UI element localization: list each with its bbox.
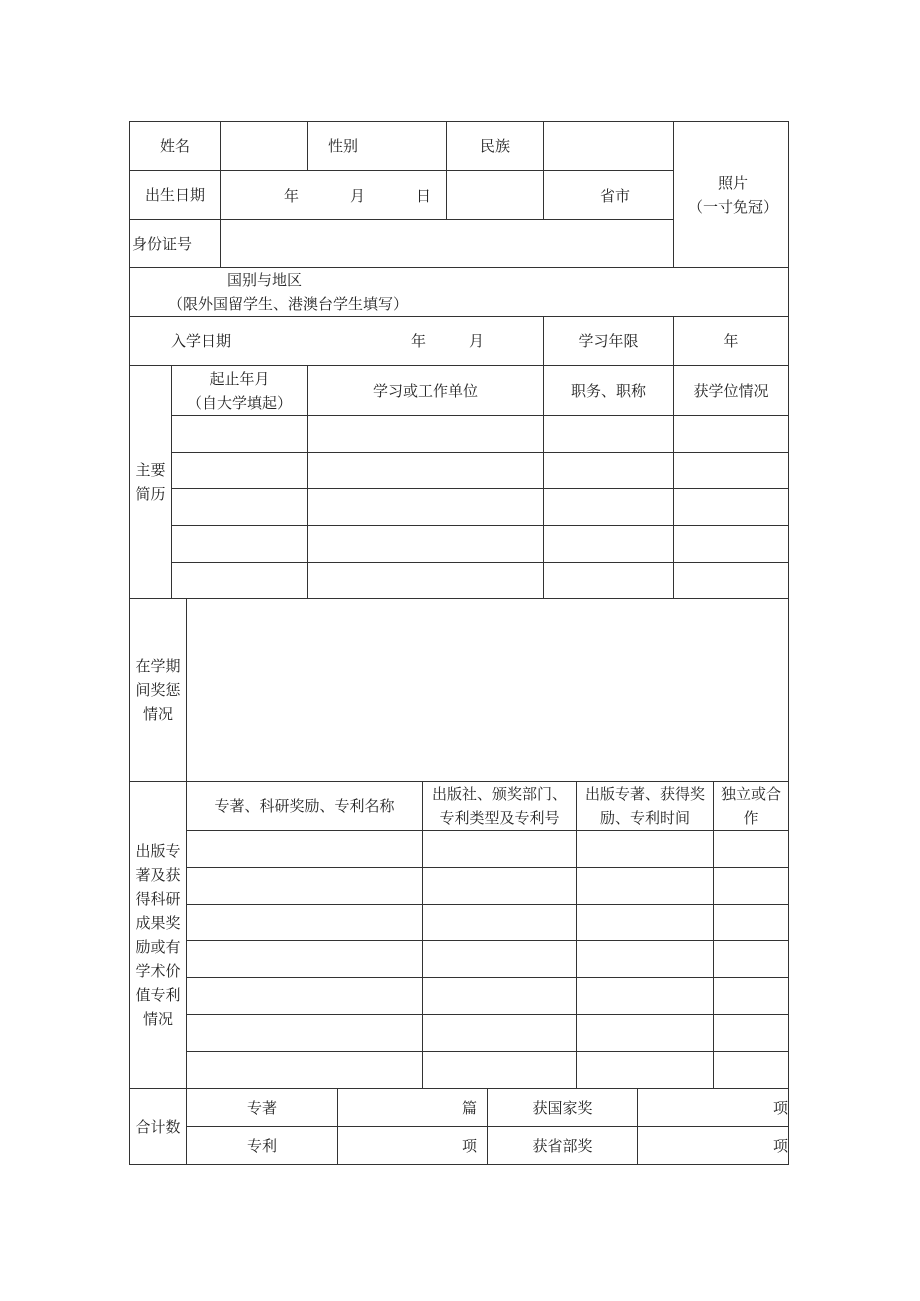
awards-label-line-3: 情况 — [142, 705, 173, 723]
pub-row-2-publisher[interactable] — [422, 867, 577, 905]
study-years-label: 学习年限 — [578, 332, 639, 350]
awards-label-line-2: 间奖惩 — [135, 681, 181, 699]
gender-cell[interactable] — [307, 121, 447, 171]
resume-col-title — [543, 365, 674, 416]
photo-label: 照片 — [718, 174, 749, 192]
totals-national-unit: 项 — [773, 1099, 789, 1117]
birth-date-cell[interactable] — [220, 170, 447, 220]
pub-col-time-line-2: 励、专利时间 — [599, 809, 690, 827]
pub-col-publisher-line-1: 出版社、颁奖部门、 — [431, 785, 567, 803]
name-input-cell[interactable] — [220, 121, 308, 171]
resume-row-4-title[interactable] — [543, 525, 674, 563]
pub-row-6-publisher[interactable] — [422, 1014, 577, 1052]
resume-row-1-unit[interactable] — [307, 415, 544, 453]
resume-row-5-period[interactable] — [171, 562, 308, 599]
resume-col-title-label: 职务、职称 — [570, 381, 646, 400]
country-cell[interactable] — [129, 267, 789, 317]
pub-row-4-mode[interactable] — [713, 940, 789, 978]
pub-row-4-name[interactable] — [186, 940, 423, 978]
publications-label-line-6: 学术价 — [135, 962, 181, 980]
resume-row-1-title[interactable] — [543, 415, 674, 453]
pub-col-mode-line-2: 作 — [743, 809, 759, 827]
study-years-unit: 年 — [723, 332, 739, 350]
resume-label-line-2: 简历 — [135, 485, 166, 503]
birth-day-unit: 日 — [416, 187, 432, 205]
resume-col-period — [171, 365, 308, 416]
resume-row-2-unit[interactable] — [307, 452, 544, 489]
pub-row-3-time[interactable] — [576, 904, 714, 941]
birth-month-unit: 月 — [350, 187, 366, 205]
pub-row-1-publisher[interactable] — [422, 830, 577, 868]
publications-label-line-2: 著及获 — [135, 866, 181, 884]
photo-cell[interactable] — [673, 121, 789, 268]
totals-patent-unit: 项 — [462, 1137, 478, 1155]
birthplace-province-cell[interactable] — [543, 170, 674, 220]
totals-label: 合计数 — [135, 1117, 181, 1136]
publications-label-line-4: 成果奖 — [135, 914, 181, 932]
id-input-cell[interactable] — [220, 219, 674, 268]
pub-row-7-mode[interactable] — [713, 1051, 789, 1089]
pub-col-time-line-1: 出版专著、获得奖 — [584, 785, 705, 803]
totals-national-label-cell — [487, 1088, 638, 1127]
totals-provincial-input-cell[interactable] — [637, 1126, 789, 1165]
pub-row-3-name[interactable] — [186, 904, 423, 941]
gender-label: 性别 — [328, 137, 359, 155]
country-note: （限外国留学生、港澳台学生填写） — [168, 295, 409, 313]
enroll-month-unit: 月 — [469, 332, 485, 350]
resume-col-unit — [307, 365, 544, 416]
resume-row-2-period[interactable] — [171, 452, 308, 489]
resume-row-5-unit[interactable] — [307, 562, 544, 599]
ethnicity-input-cell[interactable] — [543, 121, 674, 171]
birth-label-cell — [129, 170, 221, 220]
pub-row-7-publisher[interactable] — [422, 1051, 577, 1089]
resume-row-3-period[interactable] — [171, 488, 308, 526]
resume-section-label-cell — [129, 365, 172, 599]
totals-patent-input-cell[interactable] — [337, 1126, 488, 1165]
id-label: 身份证号 — [132, 235, 193, 253]
resume-col-period-line-2: （自大学填起） — [186, 393, 292, 412]
pub-row-4-time[interactable] — [576, 940, 714, 978]
resume-col-degree — [673, 365, 789, 416]
name-label-cell — [129, 121, 221, 171]
totals-patent-label: 专利 — [246, 1136, 277, 1155]
pub-col-mode — [713, 781, 789, 831]
resume-row-4-unit[interactable] — [307, 525, 544, 563]
photo-note: （一寸免冠） — [688, 198, 779, 216]
pub-col-name-label: 专著、科研奖励、专利名称 — [214, 797, 395, 815]
enroll-year-unit: 年 — [411, 332, 427, 350]
resume-row-3-unit[interactable] — [307, 488, 544, 526]
totals-provincial-label-cell — [487, 1126, 638, 1165]
resume-col-degree-label: 获学位情况 — [693, 381, 769, 400]
totals-patent-label-cell — [186, 1126, 338, 1165]
pub-col-publisher-line-2: 专利类型及专利号 — [439, 809, 560, 827]
pub-row-6-name[interactable] — [186, 1014, 423, 1052]
pub-row-7-name[interactable] — [186, 1051, 423, 1089]
resume-row-2-degree[interactable] — [673, 452, 789, 489]
resume-row-5-title[interactable] — [543, 562, 674, 599]
totals-monograph-label: 专著 — [246, 1098, 277, 1117]
publications-label-line-1: 出版专 — [135, 842, 181, 860]
resume-row-2-title[interactable] — [543, 452, 674, 489]
totals-national-label: 获国家奖 — [532, 1098, 593, 1117]
pub-row-6-mode[interactable] — [713, 1014, 789, 1052]
totals-monograph-input-cell[interactable] — [337, 1088, 488, 1127]
resume-col-period-line-1: 起止年月 — [209, 369, 270, 388]
pub-col-publisher — [422, 781, 577, 831]
pub-row-3-mode[interactable] — [713, 904, 789, 941]
awards-input-cell[interactable] — [186, 598, 789, 782]
publications-label-cell — [129, 781, 187, 1089]
pub-row-7-time[interactable] — [576, 1051, 714, 1089]
awards-label-line-1: 在学期 — [135, 657, 181, 675]
totals-monograph-label-cell — [186, 1088, 338, 1127]
resume-row-4-degree[interactable] — [673, 525, 789, 563]
totals-monograph-unit: 篇 — [462, 1099, 478, 1117]
totals-label-cell — [129, 1088, 187, 1165]
publications-label-line-3: 得科研 — [135, 890, 181, 908]
awards-label-cell — [129, 598, 187, 782]
enroll-label: 入学日期 — [171, 332, 232, 350]
study-years-label-cell — [543, 316, 674, 366]
totals-national-input-cell[interactable] — [637, 1088, 789, 1127]
resume-row-5-degree[interactable] — [673, 562, 789, 599]
pub-row-2-name[interactable] — [186, 867, 423, 905]
pub-row-3-publisher[interactable] — [422, 904, 577, 941]
pub-row-4-publisher[interactable] — [422, 940, 577, 978]
pub-row-1-time[interactable] — [576, 830, 714, 868]
pub-row-5-mode[interactable] — [713, 977, 789, 1015]
province-city-label: 省市 — [600, 187, 631, 205]
totals-provincial-label: 获省部奖 — [532, 1136, 593, 1155]
pub-row-5-publisher[interactable] — [422, 977, 577, 1015]
pub-row-5-name[interactable] — [186, 977, 423, 1015]
resume-label-line-1: 主要 — [135, 461, 166, 479]
resume-col-unit-label: 学习或工作单位 — [372, 381, 478, 400]
resume-row-1-period[interactable] — [171, 415, 308, 453]
pub-col-name — [186, 781, 423, 831]
pub-row-1-mode[interactable] — [713, 830, 789, 868]
resume-row-1-degree[interactable] — [673, 415, 789, 453]
publications-label-line-8: 情况 — [142, 1010, 173, 1028]
resume-row-3-degree[interactable] — [673, 488, 789, 526]
pub-row-2-mode[interactable] — [713, 867, 789, 905]
birthplace-input-cell[interactable] — [446, 170, 544, 220]
publications-label-line-7: 值专利 — [135, 986, 181, 1004]
birth-year-unit: 年 — [284, 187, 300, 205]
study-years-input-cell[interactable] — [673, 316, 789, 366]
pub-col-mode-line-1: 独立或合 — [720, 785, 781, 803]
pub-col-time — [576, 781, 714, 831]
country-label: 国别与地区 — [227, 271, 303, 289]
name-label: 姓名 — [159, 137, 190, 155]
pub-row-6-time[interactable] — [576, 1014, 714, 1052]
publications-label-line-5: 励或有 — [135, 938, 181, 956]
pub-row-1-name[interactable] — [186, 830, 423, 868]
pub-row-5-time[interactable] — [576, 977, 714, 1015]
pub-row-2-time[interactable] — [576, 867, 714, 905]
enroll-date-cell[interactable] — [129, 316, 544, 366]
totals-provincial-unit: 项 — [773, 1137, 789, 1155]
resume-row-4-period[interactable] — [171, 525, 308, 563]
resume-row-3-title[interactable] — [543, 488, 674, 526]
ethnicity-label: 民族 — [479, 137, 510, 155]
id-label-cell — [129, 219, 221, 268]
birth-label: 出生日期 — [144, 186, 205, 204]
ethnicity-label-cell — [446, 121, 544, 171]
